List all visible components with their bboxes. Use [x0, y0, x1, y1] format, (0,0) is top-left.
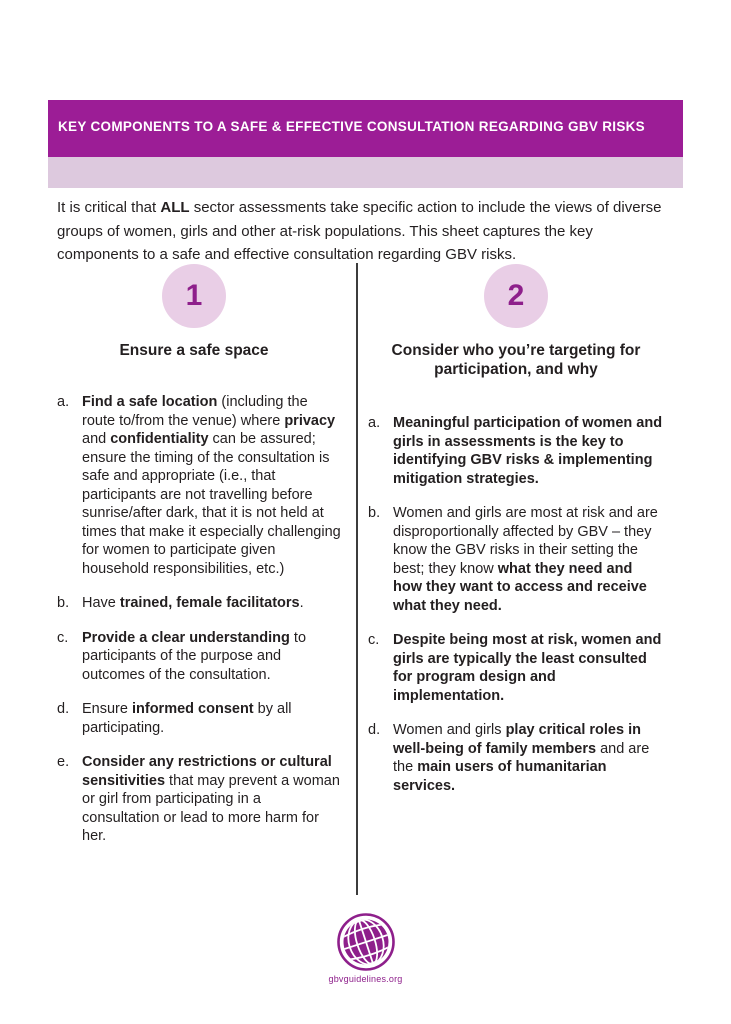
item-text: Provide a clear understanding to participants of the purpose and outcomes of the consultation.: [82, 629, 307, 683]
column-2-heading: Consider who you’re targeting for participation, and why: [391, 342, 641, 378]
step-circle-row: [57, 262, 341, 328]
site-url[interactable]: gbvguidelines.org: [328, 974, 403, 984]
item-text: Women and girls are most at risk and are disproportionally affected by GBV – they know the GBV risks in their setting the best; they know what they need and how they want to access and receive what they need.: [393, 505, 658, 614]
list-item: [368, 414, 664, 488]
column-divider: [356, 263, 358, 895]
footer-logo-block: [0, 912, 731, 984]
list-item: [57, 753, 341, 846]
item-letter: b.: [368, 505, 381, 521]
list-item: [57, 629, 341, 685]
item-letter: c.: [57, 629, 69, 646]
column-targeting: [368, 262, 664, 811]
list-item: [368, 631, 664, 705]
lavender-band: [48, 157, 683, 188]
item-text: Consider any restrictions or cultural sensitivities that may prevent a woman or girl from participating in a consultation or lead to more harm for her.: [82, 754, 340, 844]
title-banner: [48, 100, 683, 157]
item-text: Meaningful participation of women and girls in assessments is the key to identifying GBV risks & implementing mitigation strategies.: [393, 415, 663, 487]
item-letter: e.: [57, 754, 70, 770]
step-1-badge: [162, 264, 226, 328]
column-1-heading: Ensure a safe space: [119, 342, 269, 359]
column-1-list: [57, 393, 341, 846]
list-item: [57, 594, 341, 613]
item-letter: d.: [57, 701, 70, 717]
list-item: [368, 504, 664, 615]
item-letter: a.: [57, 394, 70, 410]
page-title: KEY COMPONENTS TO A SAFE & EFFECTIVE CONSULTATION REGARDING GBV RISKS: [58, 119, 645, 134]
item-letter: d.: [368, 722, 381, 738]
list-item: [368, 721, 664, 795]
step-number: 1: [185, 279, 203, 312]
list-item: [57, 393, 341, 578]
step-number: 2: [507, 279, 525, 312]
step-circle-row: [368, 262, 664, 328]
item-text: Women and girls play critical roles in well-being of family members and are the main users of humanitarian services.: [393, 722, 650, 794]
item-text: Have trained, female facilitators.: [82, 595, 304, 611]
item-text: Despite being most at risk, women and girls are typically the least consulted for program design and implementation.: [393, 632, 662, 704]
list-item: [57, 700, 341, 737]
item-letter: c.: [368, 632, 380, 648]
item-text: Find a safe location (including the route to/from the venue) where privacy and confidentiality can be assured; ensure the timing of the consultation is safe and appropriate (i.e., that participants are not travelling before sunrise/after dark, that it is not held at times that make it especially challenging for women to participate given household responsibilities, etc.): [82, 394, 341, 577]
column-safe-space: [57, 262, 341, 862]
intro-paragraph: It is critical that ALL sector assessments take specific action to include the views of diverse groups of women, girls and other at-risk populations. This sheet captures the key components to a safe and effective consultation regarding GBV risks.: [57, 199, 662, 263]
globe-icon: [336, 912, 396, 972]
step-2-badge: [484, 264, 548, 328]
item-text: Ensure informed consent by all participating.: [82, 701, 292, 736]
item-letter: b.: [57, 595, 70, 611]
column-2-list: [368, 414, 664, 795]
item-letter: a.: [368, 415, 381, 431]
